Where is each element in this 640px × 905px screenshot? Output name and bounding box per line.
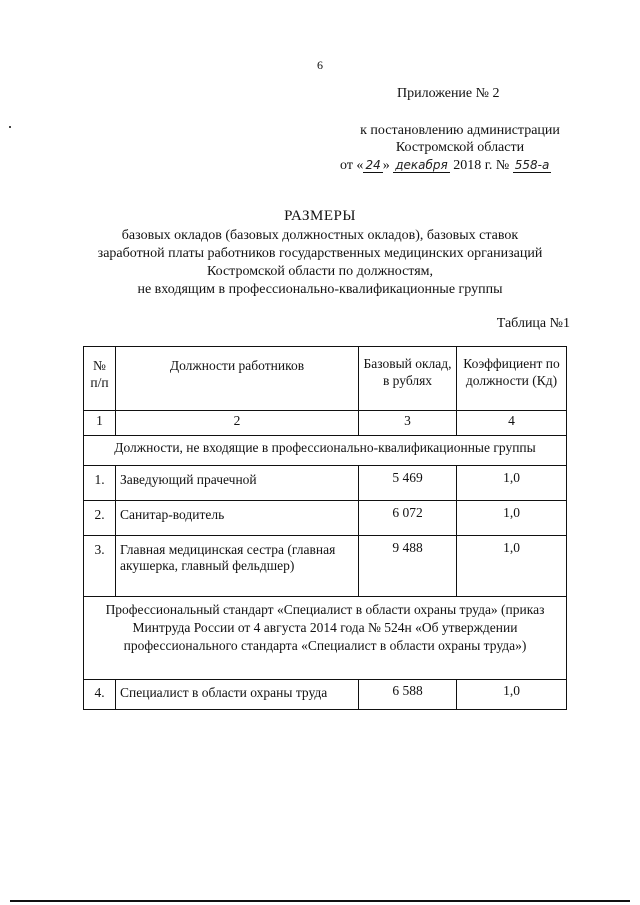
subtitle-line: Костромской области по должностям,	[206, 264, 434, 279]
subtitle-line: заработной платы работников государственных медицинских организаций	[97, 246, 543, 261]
header-position: Должности работников	[116, 347, 359, 411]
scan-speck	[9, 126, 11, 128]
date-mid: »	[382, 158, 394, 173]
column-index: 3	[359, 411, 457, 436]
date-prefix: от «	[340, 158, 364, 173]
document-subtitle	[60, 227, 580, 299]
section-title: Профессиональный стандарт «Специалист в области охраны труда» (приказ Минтруда России от 4 августа 2014 года № 524н «Об утверждении профессионального стандарта «Специалист в области охраны труда»)	[84, 597, 567, 680]
row-number: 3.	[84, 536, 116, 597]
row-coefficient: 1,0	[457, 501, 567, 536]
page-number: 6	[317, 58, 323, 72]
table-row	[84, 501, 567, 536]
column-index-row	[84, 411, 567, 436]
column-index: 2	[116, 411, 359, 436]
row-number: 2.	[84, 501, 116, 536]
row-position: Главная медицинская сестра (главная акушерка, главный фельдшер)	[116, 536, 359, 597]
table-row	[84, 680, 567, 710]
scan-bottom-edge	[10, 900, 630, 902]
section-row	[84, 597, 567, 680]
row-position: Заведующий прачечной	[116, 466, 359, 501]
row-position: Санитар-водитель	[116, 501, 359, 536]
table-label: Таблица №1	[496, 316, 570, 331]
header-salary: Базовый оклад, в рублях	[359, 347, 457, 411]
table-row	[84, 466, 567, 501]
row-salary: 6 588	[359, 680, 457, 710]
resolution-reference	[340, 122, 580, 156]
table-row	[84, 536, 567, 597]
row-number: 1.	[84, 466, 116, 501]
row-salary: 6 072	[359, 501, 457, 536]
header-number: № п/п	[84, 347, 116, 411]
resolution-line-2: Костромской области	[395, 140, 525, 155]
row-position: Специалист в области охраны труда	[116, 680, 359, 710]
row-coefficient: 1,0	[457, 536, 567, 597]
subtitle-line: базовых окладов (базовых должностных окладов), базовых ставок	[121, 228, 519, 243]
column-index: 4	[457, 411, 567, 436]
date-day: 24	[365, 158, 381, 172]
header-coefficient: Коэффициент по должности (Кд)	[457, 347, 567, 411]
section-title: Должности, не входящие в профессионально-квалификационные группы	[84, 436, 567, 466]
row-coefficient: 1,0	[457, 680, 567, 710]
resolution-line-1: к постановлению администрации	[360, 123, 560, 138]
date-month: декабря	[395, 158, 448, 172]
salary-table	[83, 346, 567, 710]
subtitle-line: не входящим в профессионально-квалификационные группы	[137, 282, 503, 297]
row-number: 4.	[84, 680, 116, 710]
appendix-label: Приложение № 2	[397, 86, 500, 101]
row-coefficient: 1,0	[457, 466, 567, 501]
table-header-row	[84, 347, 567, 411]
resolution-number: 558-а	[514, 158, 550, 172]
date-year: 2018 г. №	[449, 158, 513, 173]
row-salary: 5 469	[359, 466, 457, 501]
section-row	[84, 436, 567, 466]
resolution-date-line	[340, 158, 551, 174]
column-index: 1	[84, 411, 116, 436]
document-title: РАЗМЕРЫ	[284, 208, 356, 224]
row-salary: 9 488	[359, 536, 457, 597]
